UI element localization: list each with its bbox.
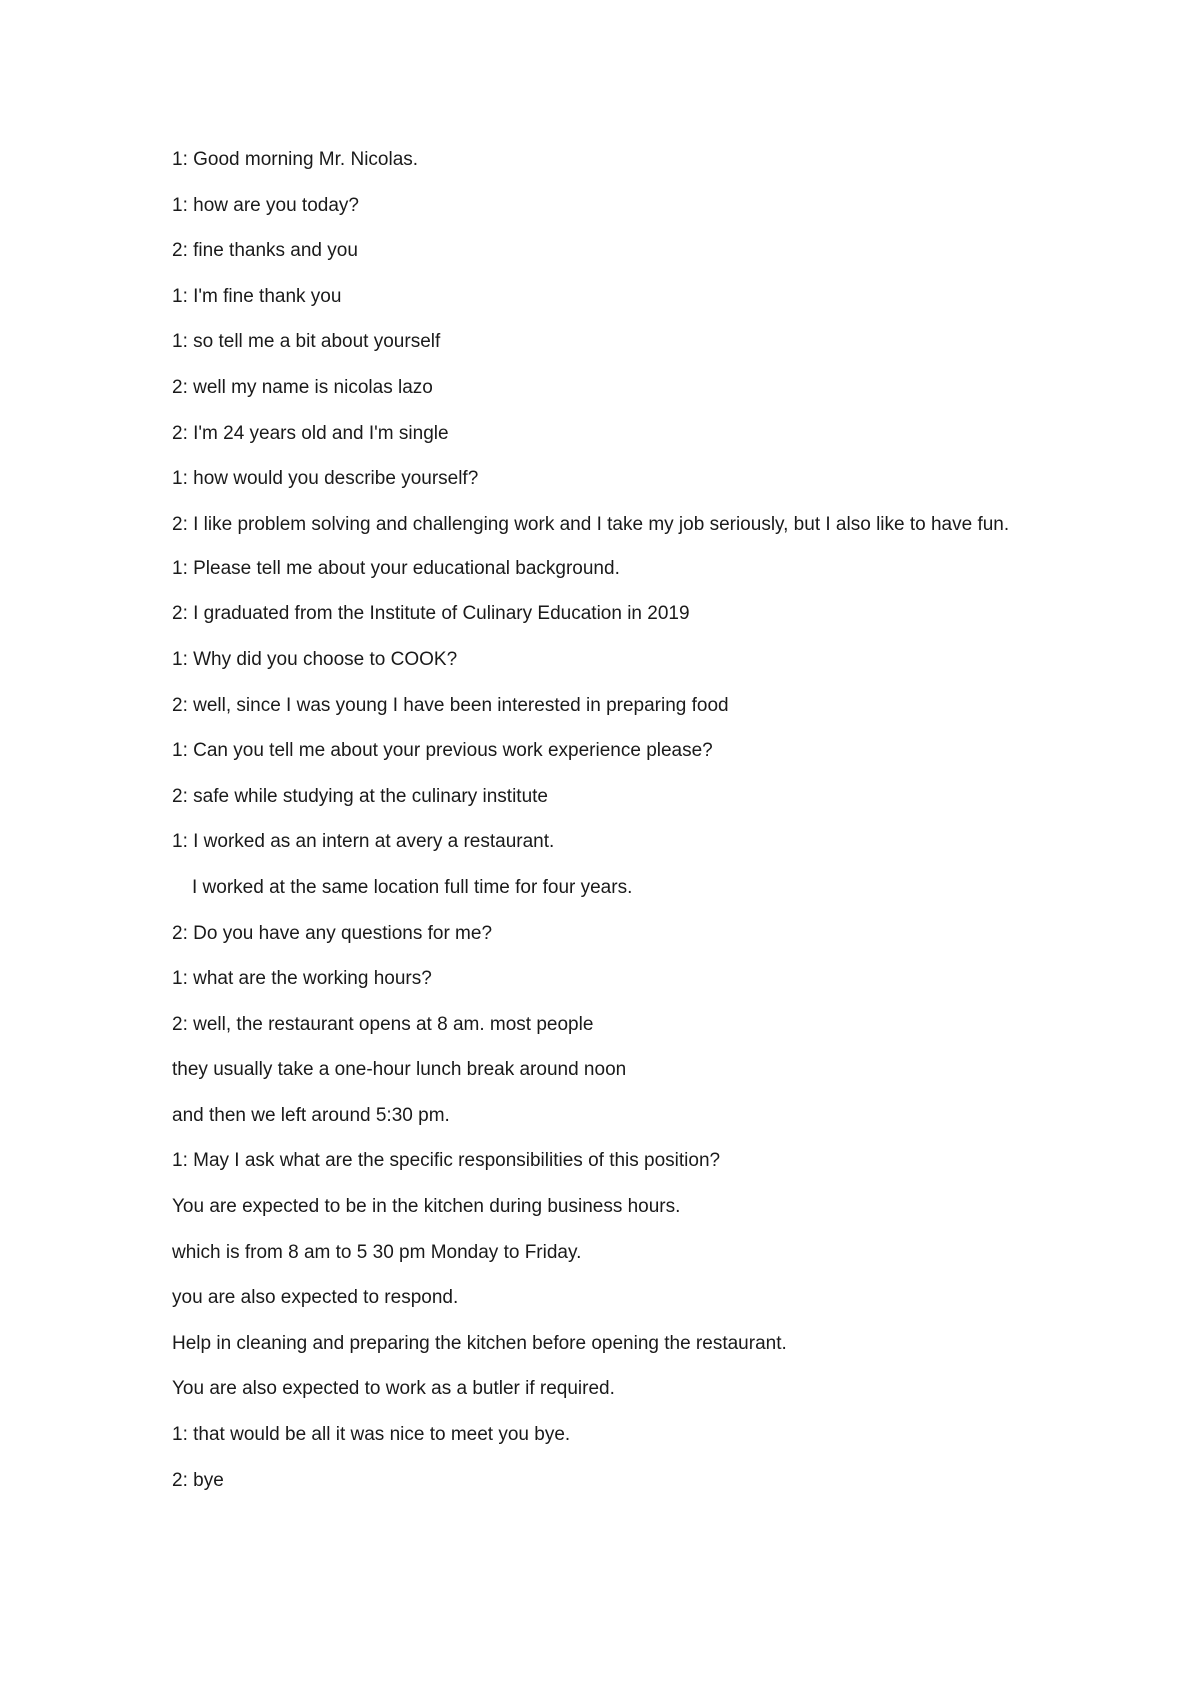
dialogue-line: 1: that would be all it was nice to meet you bye. <box>172 1424 571 1446</box>
dialogue-line: 1: Why did you choose to COOK? <box>172 648 458 670</box>
dialogue-line: 2: well, since I was young I have been interested in preparing food <box>172 694 729 716</box>
dialogue-line: 1: how are you today? <box>172 194 359 216</box>
dialogue-line: 1: I'm fine thank you <box>172 285 342 307</box>
dialogue-line: 1: how would you describe yourself? <box>172 468 479 490</box>
dialogue-line: 1: May I ask what are the specific responsibilities of this position? <box>172 1150 721 1172</box>
dialogue-line: You are also expected to work as a butler if required. <box>172 1378 615 1400</box>
interview-dialogue <box>172 146 1052 1512</box>
dialogue-line: 1: what are the working hours? <box>172 968 432 990</box>
dialogue-line: and then we left around 5:30 pm. <box>172 1104 450 1126</box>
dialogue-line: 2: safe while studying at the culinary institute <box>172 785 548 807</box>
dialogue-line: which is from 8 am to 5 30 pm Monday to Friday. <box>172 1241 582 1263</box>
dialogue-line: 2: I'm 24 years old and I'm single <box>172 422 449 444</box>
dialogue-line: you are also expected to respond. <box>172 1287 459 1309</box>
dialogue-line: 2: well, the restaurant opens at 8 am. most people <box>172 1013 594 1035</box>
dialogue-line: 1: Please tell me about your educational background. <box>172 557 620 579</box>
dialogue-line: 2: well my name is nicolas lazo <box>172 376 433 398</box>
dialogue-line: 1: I worked as an intern at avery a restaurant. <box>172 831 555 853</box>
dialogue-line: 1: Good morning Mr. Nicolas. <box>172 149 419 170</box>
dialogue-line: 2: I like problem solving and challenging work and I take my job seriously, but I also like to have fun. <box>172 513 1010 535</box>
dialogue-line: 1: Can you tell me about your previous work experience please? <box>172 740 713 762</box>
dialogue-line: Help in cleaning and preparing the kitchen before opening the restaurant. <box>172 1332 787 1354</box>
dialogue-line: 2: bye <box>172 1469 224 1491</box>
dialogue-line: 2: I graduated from the Institute of Culinary Education in 2019 <box>172 603 690 625</box>
dialogue-line: You are expected to be in the kitchen during business hours. <box>172 1196 681 1218</box>
dialogue-line: they usually take a one-hour lunch break around noon <box>172 1059 627 1081</box>
dialogue-line: 1: so tell me a bit about yourself <box>172 331 441 353</box>
dialogue-line: 2: fine thanks and you <box>172 240 358 262</box>
dialogue-line: I worked at the same location full time for four years. <box>192 876 633 898</box>
dialogue-line: 2: Do you have any questions for me? <box>172 922 493 944</box>
